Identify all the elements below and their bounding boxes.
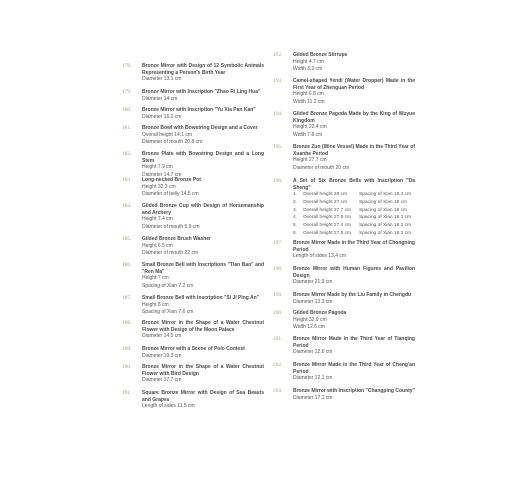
- entry-detail: Diameter 19.3 cm: [142, 352, 182, 359]
- entry-title: Bronze Mirror in the Shape of a Water Chestnut Flower with Design of the Moon Palace: [142, 320, 264, 333]
- entry-detail: Height 4.7 cm: [293, 58, 324, 65]
- entry-detail: Spacing of Xian 7.6 cm: [142, 309, 194, 316]
- entry-number: 179.: [122, 89, 132, 95]
- bell-height: Overall height 28 cm: [303, 192, 347, 198]
- entry-number: 187.: [122, 295, 132, 301]
- entry-number: 193.: [273, 78, 283, 84]
- entry-detail: Height 7.4 cm: [142, 216, 173, 223]
- entry-detail: Diameter of belly 14.5 cm: [142, 191, 199, 198]
- entry-title: Gilded Bronze Pagoda: [293, 310, 347, 316]
- entry-title: Bronze Mirror in the Shape of a Water Chestnut Flower with Bird Design: [142, 364, 264, 377]
- bell-height: Overall height 27.7 cm: [303, 207, 351, 213]
- entry-title: Bronze Mirror with a Scene of Polo Contest: [142, 346, 245, 352]
- entry-title: Long-necked Bronze Pot: [142, 177, 201, 183]
- bell-spacing: Spacing of Xian 18 cm: [359, 199, 407, 205]
- entry-number: 197.: [273, 240, 283, 246]
- entry-number: 198.: [273, 266, 283, 272]
- entry-detail: Overall height 14.1 cm: [142, 131, 193, 138]
- bell-spacing: Spacing of Xian 18.2 cm: [359, 230, 411, 236]
- bell-index: 5.: [293, 223, 298, 228]
- bell-spacing: Spacing of Xian 18.4 cm: [359, 192, 411, 198]
- entry-number: 186.: [122, 262, 132, 268]
- bell-height: Overall height 27 cm: [303, 199, 347, 205]
- entry-number: 194.: [273, 111, 283, 117]
- entry-detail: Height 7.9 cm: [142, 164, 173, 171]
- bell-height: Overall height 27.4 cm: [303, 223, 351, 228]
- entry-number: 199.: [273, 292, 283, 298]
- entry-title: Bronze Zun (Wine Vessel) Made in the Third Year of Xuanhe Period: [293, 144, 415, 157]
- bell-index: 6.: [293, 230, 298, 236]
- entry-title: Bronze Mirror with Design of 12 Symbolic Animals Representing a Person's Birth Year: [142, 63, 264, 76]
- entry-detail: Diameter 13.1 cm: [142, 76, 182, 83]
- entry-number: 190.: [122, 364, 132, 370]
- entry-detail: Diameter of mouth 20.8 cm: [142, 139, 203, 146]
- entry-title: Bronze Bowl with Bowstring Design and a Cover: [142, 125, 258, 131]
- entry-detail: Length of sides 13.4 cm: [293, 253, 347, 260]
- entry-title: Gilded Bronze Stirrups: [293, 52, 348, 58]
- bell-row: [293, 191, 415, 199]
- entry-number: 181.: [122, 125, 132, 131]
- entry-detail: Width 12.6 cm: [293, 324, 325, 331]
- entry-detail: Diameter 13.3 cm: [293, 298, 333, 305]
- bell-spacing: Spacing of Xian 18.2 cm: [359, 223, 411, 228]
- bell-row: [293, 222, 415, 230]
- entry-number: 200.: [273, 310, 283, 316]
- bell-index: 1.: [293, 192, 298, 198]
- entry-title: Bronze Mirror with Inscription "Yu Xia Pan Kan": [142, 107, 256, 113]
- entry-number: 189.: [122, 346, 132, 352]
- entry-detail: Height 8 cm: [142, 301, 169, 308]
- entry-detail: Diameter of mouth 5.9 cm: [142, 223, 200, 230]
- entry-detail: Height 6.8 cm: [293, 91, 324, 98]
- bell-spacing: Spacing of Xian 18 cm: [359, 207, 407, 213]
- bell-row: [293, 230, 415, 238]
- entry-number: 192.: [273, 52, 283, 58]
- bell-index: 3.: [293, 207, 298, 213]
- entry-detail: Diameter 17.1 cm: [293, 394, 333, 401]
- entry-number: 191.: [122, 390, 132, 396]
- entry-detail: Length of sides 11.5 cm: [142, 403, 195, 410]
- entry-number: 184.: [122, 203, 132, 209]
- entry-detail: Height 6.5 cm: [142, 242, 173, 249]
- entry-detail: Diameter 12.6 cm: [293, 349, 333, 356]
- entry-title: Square Bronze Mirror with Design of Sea Beasts and Grapes: [142, 390, 264, 403]
- entry-title: Small Bronze Bell with Inscription "Si Ji Ping An": [142, 295, 260, 301]
- entry-detail: Width 7.8 cm: [293, 131, 323, 138]
- entry-title: Gilded Bronze Brush Washer: [142, 236, 211, 242]
- bell-row: [293, 207, 415, 215]
- entry-title: Camel-shaped Yendi (Water Dropper) Made in the First Year of Zhenguan Period: [293, 78, 415, 91]
- entry-detail: Diameter 16.2 cm: [142, 113, 182, 120]
- entry-title: Gilded Bronze Cup with Design of Horsemanship and Archery: [142, 203, 264, 216]
- entry-detail: Height 32.3 cm: [142, 183, 176, 190]
- entry-detail: Diameter 14.5 cm: [142, 333, 182, 340]
- entry-detail: Diameter 21.9 cm: [293, 279, 333, 286]
- bell-index: 2.: [293, 199, 298, 205]
- entry-title: Bronze Mirror with Inscription "Changping County": [293, 388, 415, 394]
- entry-detail: Height 22.4 cm: [293, 124, 327, 131]
- entry-title: Bronze Plate with Bowstring Design and a Long Stem: [142, 151, 264, 164]
- bell-height: Overall height 27.5 cm: [303, 215, 351, 221]
- entry-detail: Diameter of mouth 22 cm: [142, 250, 199, 257]
- entry-detail: Spacing of Xian 7.2 cm: [142, 282, 194, 289]
- bell-index: 4.: [293, 215, 298, 221]
- entry-title: Gilded Bronze Pagoda Made by the King of Wuyue Kingdom: [293, 111, 415, 124]
- entry-title: Bronze Mirror with Human Figures and Pavilion Design: [293, 266, 415, 279]
- entry-detail: Diameter 14 cm: [142, 95, 178, 102]
- entry-detail: Height 27.7 cm: [293, 157, 327, 164]
- entry-title: Bronze Mirror Made in the Third Year of Cheng'an Period: [293, 362, 415, 375]
- entry-number: 185.: [122, 236, 132, 242]
- entry-number: 201.: [273, 336, 283, 342]
- entry-title: Bronze Mirror Made by the Liu Family in Chengdu: [293, 292, 412, 298]
- entry-number: 180.: [122, 107, 132, 113]
- entry-detail: Diameter 14.7 cm: [142, 171, 182, 178]
- entry-number: 202.: [273, 362, 283, 368]
- entry-number: 195.: [273, 144, 283, 150]
- entry-title: A Set of Six Bronze Bells with Inscription "Da Sheng": [293, 178, 415, 191]
- entry-title: Bronze Mirror Made in the Third Year of Tianqing Period: [293, 336, 415, 349]
- entry-number: 183.: [122, 177, 132, 183]
- bell-row: [293, 199, 415, 207]
- entry-number: 196.: [273, 178, 283, 184]
- entry-title: Bronze Mirror Made in the Third Year of Chongning Period: [293, 240, 415, 253]
- bell-height: Overall height 27.5 cm: [303, 230, 351, 236]
- entry-title: Bronze Mirror with Inscription "Zhao Ri Ling Hua": [142, 89, 261, 95]
- entry-title: Small Bronze Bell with Inscriptions "Tian Bao" and "Ren Ma": [142, 262, 264, 275]
- entry-number: 203.: [273, 388, 283, 394]
- bell-spacing: Spacing of Xian 18.1 cm: [359, 215, 411, 221]
- entry-number: 178.: [122, 63, 132, 69]
- entry-detail: Diameter of mouth 20 cm: [293, 164, 350, 171]
- entry-number: 188.: [122, 320, 132, 326]
- entry-detail: Diameter 17.7 cm: [142, 377, 182, 384]
- entry-number: 182.: [122, 151, 132, 157]
- entry-detail: Width 3.3 cm: [293, 66, 323, 73]
- entry-detail: Width 11.2 cm: [293, 98, 325, 105]
- bell-row: [293, 214, 415, 222]
- entry-detail: Diameter 12.1 cm: [293, 375, 333, 382]
- entry-detail: Height 32.9 cm: [293, 316, 327, 323]
- entry-detail: Height 7 cm: [142, 275, 169, 282]
